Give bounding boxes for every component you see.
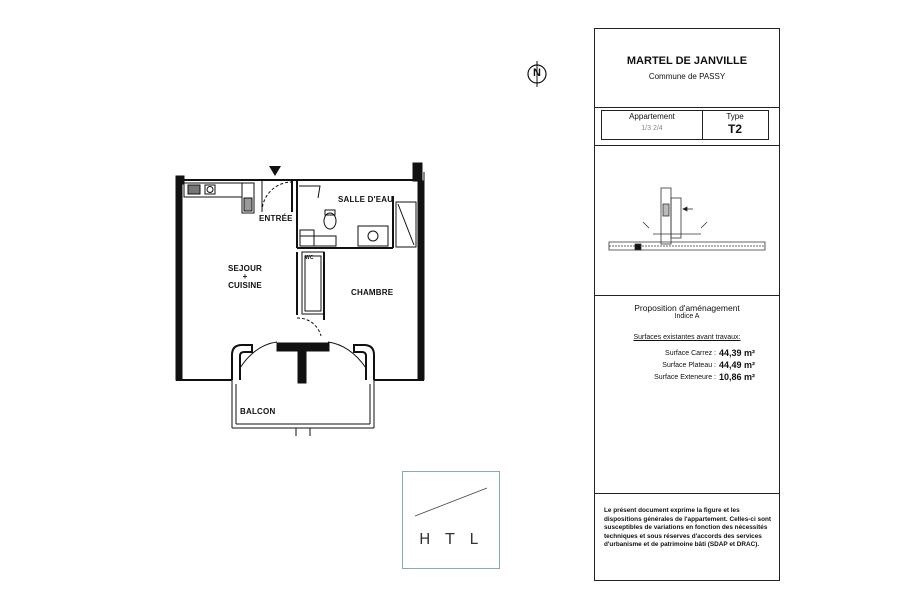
surface-carrez-value: 44,39 m² <box>719 348 756 358</box>
room-label-sejour-line1: SEJOUR <box>227 264 263 273</box>
compass-letter: N <box>533 67 541 79</box>
surface-exterieure-value: 10,86 m² <box>719 372 756 382</box>
room-label-wc: WC <box>305 255 314 261</box>
type-value: T2 <box>727 122 742 136</box>
appartement-label: Appartement <box>629 112 675 121</box>
north-compass-icon <box>526 60 548 93</box>
surface-plateau-label: Surface Plateau : <box>662 362 716 369</box>
room-label-salle-deau: SALLE D'EAU <box>338 195 394 204</box>
logo-text: HTL <box>419 530 493 548</box>
room-label-sejour <box>222 264 268 290</box>
commune-label: Commune de PASSY <box>648 72 726 81</box>
apartment-type-box <box>601 110 769 140</box>
room-label-sejour-plus: + <box>242 272 248 281</box>
surfaces-header: Surfaces existantes avant travaux: <box>633 334 741 341</box>
project-title: MARTEL DE JANVILLE <box>626 55 748 67</box>
surface-plateau-value: 44,49 m² <box>719 360 756 370</box>
title-block <box>594 28 780 581</box>
type-label: Type <box>726 112 744 121</box>
appartement-value: 1/3 2/4 <box>641 125 663 132</box>
location-key-plan <box>605 184 771 264</box>
surface-carrez-label: Surface Carrez : <box>665 350 716 357</box>
surface-exterieure-label: Surface Exteneure : <box>654 374 716 381</box>
room-label-chambre: CHAMBRE <box>351 288 394 297</box>
room-label-sejour-line2: CUISINE <box>228 281 262 290</box>
room-label-balcon: BALCON <box>240 407 276 416</box>
disclaimer-text: Le présent document exprime la figure et les dispositions générales de l'appartement. Celles-ci sont susceptibles de variations en fonction des nécessités techniques et sous réserves d'accords des services d'urbanisme et de patrimoine bâti (SDAP et DRAC). <box>604 507 772 549</box>
htl-logo <box>402 471 500 569</box>
room-label-entree: ENTRÉE <box>259 214 293 223</box>
proposition-label: Proposition d'aménagement <box>634 303 740 313</box>
indice-label: Indice A <box>674 313 700 320</box>
